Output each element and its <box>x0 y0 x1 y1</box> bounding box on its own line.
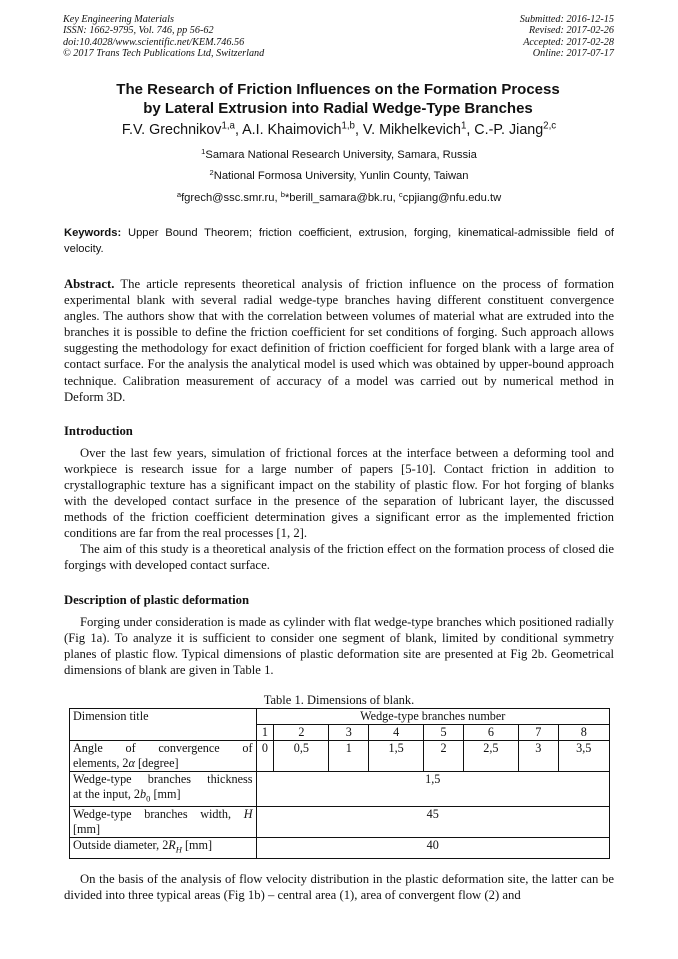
branch-number-cell: 3 <box>329 725 369 741</box>
angle-value-cell: 0,5 <box>274 741 329 772</box>
title-line-1: The Research of Friction Influences on the Formation Process <box>116 81 560 98</box>
table-row-width <box>70 807 610 838</box>
header-branches-number: Wedge-type branches number <box>256 709 609 725</box>
section-heading-description: Description of plastic deformation <box>64 593 250 607</box>
author-name: V. Mikhelkevich <box>362 122 461 138</box>
journal-doi: doi:10.4028/www.scientific.net/KEM.746.56 <box>63 36 245 48</box>
journal-info <box>63 14 264 59</box>
alpha-symbol: α <box>128 756 135 770</box>
journal-name: Key Engineering Materials <box>63 14 174 25</box>
affil-text: Samara National Research University, Samara, Russia <box>205 149 477 161</box>
author-affil-mark: 1,a <box>221 120 235 132</box>
journal-copyright: © 2017 Trans Tech Publications Ltd, Switzerland <box>63 47 265 59</box>
row-label-line: at the input, 2 <box>73 787 141 801</box>
date-revised: Revised: 2017-02-26 <box>528 25 614 37</box>
branch-number-cell: 1 <box>256 725 274 741</box>
author-name: A.I. Khaimovich <box>242 122 342 138</box>
author-affil-mark: 1 <box>460 120 467 132</box>
author-list: F.V. Grechnikov$^{1,a}$, A.I. Khaimovich$^{1,b}$, V. Mikhelkevich$^1$, C.-P. Jiang$^{2,c}$ <box>121 120 557 138</box>
email-mark: c <box>398 189 403 199</box>
r-subscript: H <box>175 844 182 855</box>
row-label-line: Angle of convergence of <box>73 741 253 755</box>
email-mark: b <box>280 189 285 199</box>
email-mark: a <box>176 189 182 199</box>
keywords-label: Keywords: <box>64 227 122 239</box>
branch-number-cell: 4 <box>369 725 424 741</box>
row-label-unit: [mm] <box>73 822 101 837</box>
affiliation-2 <box>40 167 638 182</box>
angle-value-cell: 3,5 <box>558 741 609 772</box>
table-row-diameter <box>70 838 610 858</box>
angle-value-cell: 1 <box>329 741 369 772</box>
angle-value-cell: 2 <box>424 741 464 772</box>
row-label-line <box>73 807 253 822</box>
affil-text: National Formosa University, Yunlin County, Taiwan <box>213 170 469 182</box>
intro-paragraph-2: The aim of this study is a theoretical analysis of the friction effect on the formation process of closed die forgings with developed contact surface. <box>64 542 614 573</box>
email-line <box>40 189 638 204</box>
author-affil-mark: 2,c <box>543 120 557 132</box>
publication-dates <box>520 14 614 59</box>
row-label-width <box>70 807 257 838</box>
row-label-angle <box>70 741 257 772</box>
r-symbol: R <box>168 838 176 853</box>
thickness-value-cell: 1,5 <box>256 772 609 807</box>
row-label-unit: [mm] <box>150 787 181 801</box>
row-label-line: Wedge-type branches thickness <box>73 772 253 786</box>
affil-mark: 2 <box>209 167 214 177</box>
title-line-2: by Lateral Extrusion into Radial Wedge-Type Branches <box>143 100 533 117</box>
b-subscript: 0 <box>146 793 151 804</box>
branch-number-cell: 8 <box>558 725 609 741</box>
journal-issn: ISSN: 1662-9795, Vol. 746, pp 56-62 <box>63 25 214 37</box>
angle-value-cell: 2,5 <box>463 741 518 772</box>
angle-value-cell: 1,5 <box>369 741 424 772</box>
table-row-angle <box>70 741 610 772</box>
email-text: *berill_samara@bk.ru, <box>284 192 399 204</box>
section-heading-introduction: Introduction <box>64 424 133 438</box>
closing-paragraph: On the basis of the analysis of flow velocity distribution in the plastic deformation site, the latter can be divided into three typical areas (Fig 1b) – central area (1), area of convergent flow (2) and <box>64 872 614 903</box>
b-symbol: b <box>140 787 147 801</box>
date-submitted: Submitted: 2016-12-15 <box>519 14 614 25</box>
author-affil-mark: 1,b <box>341 120 355 132</box>
description-paragraph-1: Forging under consideration is made as cylinder with flat wedge-type branches which positioned radially (Fig 1a). To analyze it is sufficient to consider one segment of blank, limited by conditional symmetry planes of plastic flow. Typical dimensions of plastic deformation site are presented at Fig 2b. Geometrical dimensions of blank are given in Table 1. <box>64 615 614 678</box>
diameter-value-cell: 40 <box>256 838 609 858</box>
email-text: fgrech@ssc.smr.ru, <box>181 192 281 204</box>
angle-value-cell: 0 <box>256 741 274 772</box>
keywords-text: Upper Bound Theorem; friction coefficient, extrusion, forging, kinematical-admissible field of velocity. <box>64 227 614 255</box>
width-value-cell: 45 <box>256 807 609 838</box>
affil-mark: 1 <box>201 146 206 156</box>
table-caption: Table 1. Dimensions of blank. <box>263 693 415 707</box>
dimensions-table <box>69 708 610 859</box>
email-text: cpjiang@nfu.edu.tw <box>402 192 502 204</box>
h-symbol: H <box>243 807 253 822</box>
row-label-unit: [mm] <box>181 838 213 853</box>
header-dimension-title: Dimension title <box>70 709 257 741</box>
angle-value-cell: 3 <box>518 741 558 772</box>
table-header-row <box>70 709 610 725</box>
branch-number-cell: 7 <box>518 725 558 741</box>
affiliation-1 <box>40 146 638 161</box>
row-label-line: elements, 2 <box>73 756 129 770</box>
abstract <box>64 276 614 405</box>
row-label-thickness <box>70 772 257 807</box>
abstract-text: The article represents theoretical analysis of friction influence on the process of formation experimental blank with several radial wedge-type branches having different constituent convergence angles. The authors show that with the correlation between volumes of material what are extruded into the branches it is possible to define the friction coefficient for set conditions of forging. Such approach allows suggesting the methodology for exact definition of friction coefficient for forged blank with a large area of contact surface. For the analysis the analytical model is used which was obtained by upper-bound approach technique. Calibration measurement of accuracy of a model was carried out by numerical method in Deform 3D. <box>64 277 614 404</box>
row-label-diameter <box>70 838 257 858</box>
row-label-unit: [degree] <box>134 756 179 770</box>
intro-paragraph-1: Over the last few years, simulation of frictional forces at the interface between a deforming tool and workpiece is research issue for a large number of papers [5-10]. Contact friction in addition to crystallographic texture has a significant impact on the stability of plastic flow. For hot forging of blanks with the developed contact surface in the presence of the separation of lubricant layer, the discussed methods of the friction coefficient determination gives a significant error as the implemented friction conditions are far from the real processes [1, 2]. <box>64 446 614 541</box>
abstract-label: Abstract. <box>64 277 115 291</box>
branch-number-cell: 6 <box>463 725 518 741</box>
table-row-thickness <box>70 772 610 807</box>
date-online: Online: 2017-07-17 <box>532 47 614 59</box>
paper-title <box>60 80 616 118</box>
keywords <box>64 226 614 257</box>
date-accepted: Accepted: 2017-02-28 <box>523 36 614 48</box>
row-label-text: Wedge-type branches width, <box>73 807 232 822</box>
branch-number-cell: 5 <box>424 725 464 741</box>
row-label-text: Outside diameter, 2 <box>73 838 169 853</box>
author-name: C.-P. Jiang <box>474 122 544 138</box>
author-name: F.V. Grechnikov <box>121 122 222 138</box>
branch-number-cell: 2 <box>274 725 329 741</box>
